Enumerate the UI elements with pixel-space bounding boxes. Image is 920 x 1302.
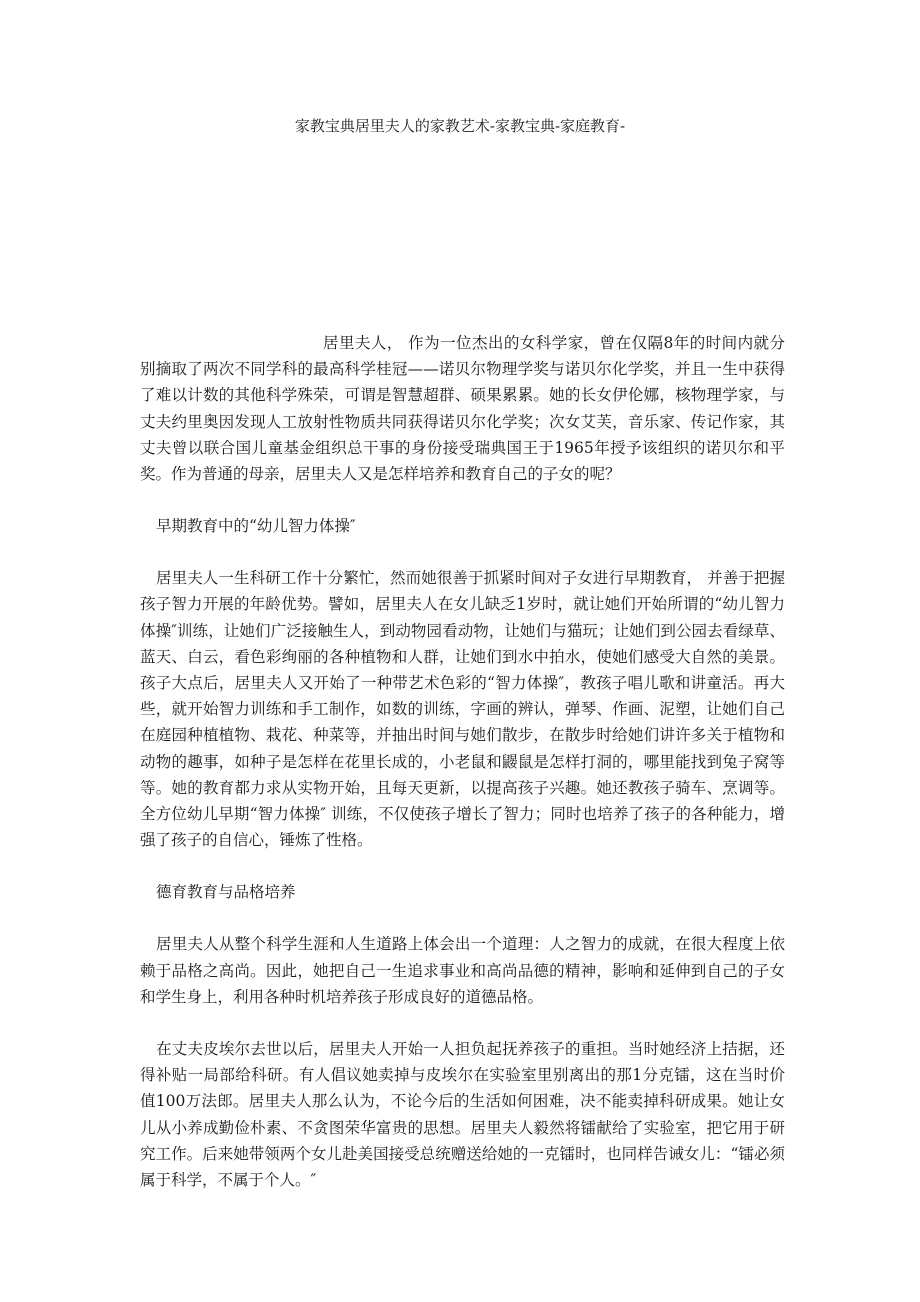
early-education-paragraph: 居里夫人一生科研工作十分繁忙，然而她很善于抓紧时间对子女进行早期教育， 并善于把握孩子智力开展的年龄优势。譬如，居里夫人在女儿缺乏1岁时，就让她们开始所谓的“幼儿智力体操″训练，让她们广泛接触生人，到动物园看动物，让她们与猫玩；让她们到公园去看绿草、蓝天、白云，看色彩绚丽的各种植物和人群，让她们到水中拍水，使她们感受大自然的美景。孩子大点后，居里夫人又开始了一种带艺术色彩的“智力体操″，教孩子唱儿歌和讲童活。再大些，就开始智力训练和手工制作，如数的训练，字画的辨认，弹琴、作画、泥塑，让她们自己在庭园种植植物、栽花、种菜等，并抽出时间与她们散步，在散步时给她们讲许多关于植物和动物的趣事，如种子是怎样在花里长成的，小老鼠和鼹鼠是怎样打洞的，哪里能找到兔子窝等等。她的教育都力求从实物开始，且每天更新，以提高孩子兴趣。她还教孩子骑车、烹调等。全方位幼儿早期“智力体操″ 训练，不仅使孩子增长了智力；同时也培养了孩子的各种能力，增强了孩子的自信心，锤炼了性格。 xyxy=(140,569,785,850)
radium-story-paragraph: 在丈夫皮埃尔去世以后，居里夫人开始一人担负起抚养孩子的重担。当时她经济上拮据，还得补贴一局部给科研。有人倡议她卖掉与皮埃尔在实验室里别离出的那1分克镭，这在当时价值100万法郎。居里夫人那么认为，不论今后的生活如何困难，决不能卖掉科研成果。她让女儿从小养成勤俭朴素、不贪图荣华富贵的思想。居里夫人毅然将镭献给了实验室，把它用于研究工作。后来她带领两个女儿赴美国接受总统赠送给她的一克镭时，也同样告诫女儿：“镭必须属于科学，不属于个人。″ xyxy=(140,1040,785,1190)
paragraph-spacer xyxy=(140,539,785,565)
paragraph-spacer xyxy=(140,1010,785,1036)
moral-education-paragraph: 居里夫人从整个科学生涯和人生道路上体会出一个道理：人之智力的成就，在很大程度上依赖于品格之高尚。因此，她把自己一生追求事业和高尚品德的精神，影响和延伸到自己的子女和学生身上，利用各种时机培养孩子形成良好的道德品格。 xyxy=(140,935,785,1006)
document-body xyxy=(140,330,785,1193)
paragraph-spacer xyxy=(140,905,785,931)
paragraph-spacer xyxy=(140,853,785,879)
intro-paragraph: 居里夫人， 作为一位杰出的女科学家，曾在仅隔8年的时间内就分别摘取了两次不同学科的最高科学桂冠——诺贝尔物理学奖与诺贝尔化学奖，并且一生中获得了难以计数的其他科学殊荣，可谓是智慧超群、硕果累累。她的长女伊伦娜，核物理学家，与丈夫约里奥因发现人工放射性物质共同获得诺贝尔化学奖；次女艾芙，音乐家、传记作家，其丈夫曾以联合国儿童基金组织总干事的身份接受瑞典国王于1965年授予该组织的诺贝尔和平奖。作为普通的母亲，居里夫人又是怎样培养和教育自己的子女的呢？ xyxy=(140,334,785,484)
document-title: 家教宝典居里夫人的家教艺术-家教宝典-家庭教育- xyxy=(294,117,626,135)
section-heading-early-education: 早期教育中的“幼儿智力体操″ xyxy=(156,517,356,536)
paragraph-spacer xyxy=(140,487,785,513)
section-heading-moral-education: 德育教育与品格培养 xyxy=(156,883,296,902)
